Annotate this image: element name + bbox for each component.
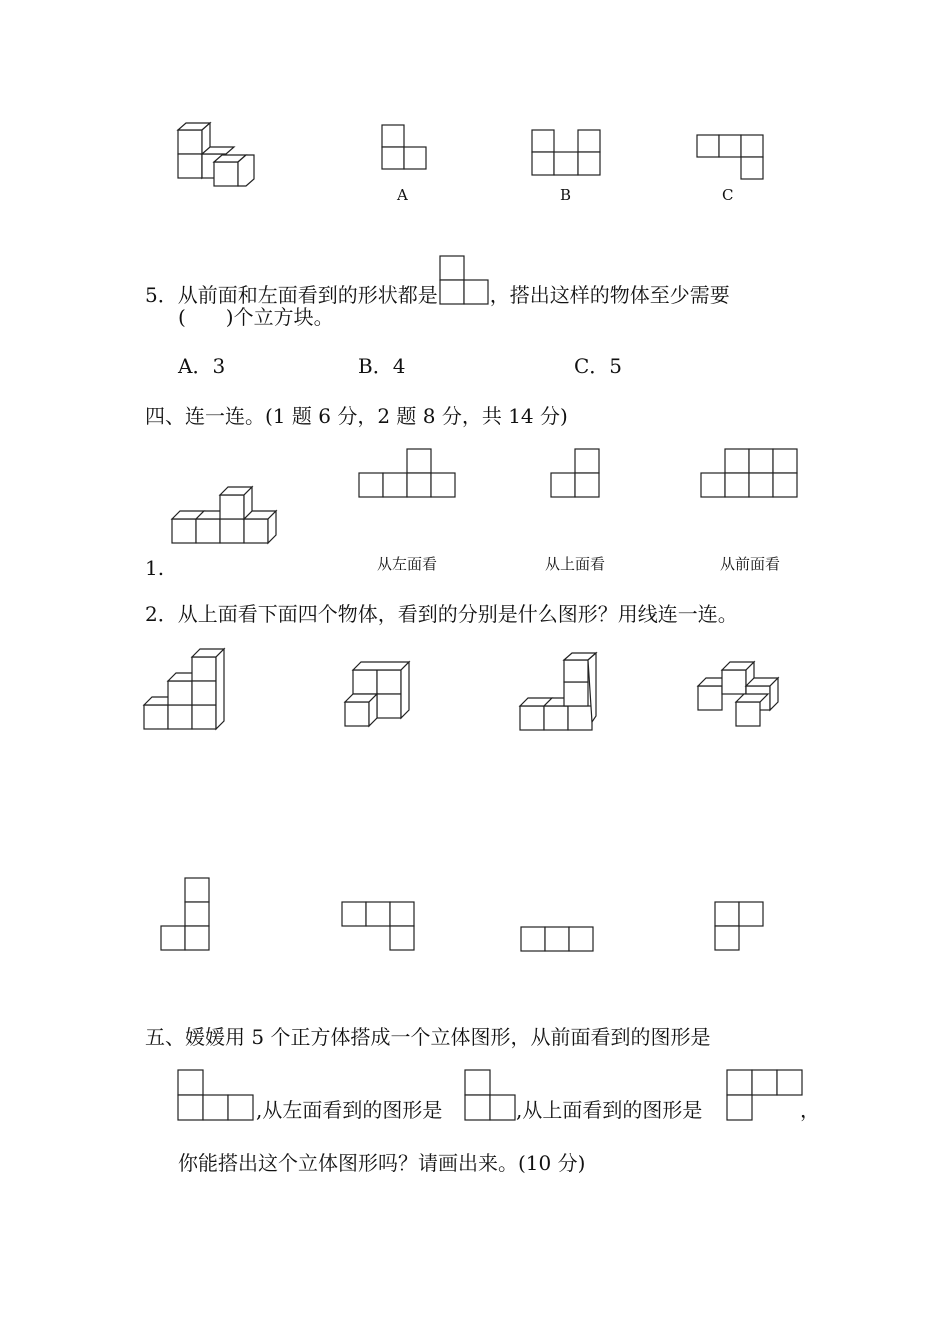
option-c-shape[interactable] [697,135,767,185]
s4q1-number: 1. [145,556,165,580]
q5-choice-c[interactable]: C．5 [574,354,623,378]
q5-view-shape [438,254,490,306]
q5-text-after: ，搭出这样的物体至少需要 [489,283,730,307]
s4q2-object-3[interactable] [518,652,608,734]
s4q2-object-2[interactable] [343,660,423,735]
s4q2-object-4[interactable] [696,660,786,735]
q5-text-before: 从前面和左面看到的形状都是 [177,283,438,307]
s4q2-view-4[interactable] [714,901,768,953]
s4q2-view-2[interactable] [341,901,419,953]
s4q2-text: 2．从上面看下面四个物体，看到的分别是什么图形？用线连一连。 [145,602,738,626]
s4q1-view-front[interactable] [700,448,802,500]
section4-heading: 四、连一连。(1 题 6 分，2 题 8 分，共 14 分) [145,404,568,428]
s4q2-object-1[interactable] [142,645,232,735]
option-c-label: C [722,186,734,204]
s5-left-suffix: ,从上面看到的图形是 [516,1098,703,1122]
s4q2-view-1[interactable] [159,877,213,953]
s4q1-caption-top: 从上面看 [545,555,606,573]
s4q1-view-left[interactable] [358,448,460,500]
option-b-shape[interactable] [532,130,602,180]
top-3d-figure [170,120,260,190]
option-b-label: B [560,186,572,204]
option-a-shape[interactable] [382,125,432,175]
q5-choice-b[interactable]: B．4 [358,354,406,378]
s4q2-view-3[interactable] [520,926,598,954]
s5-left-view [463,1068,519,1122]
section5-line1: 五、媛媛用 5 个正方体搭成一个立体图形，从前面看到的图形是 [145,1025,711,1049]
q5-choice-a[interactable]: A．3 [178,354,226,378]
s5-top-view [725,1068,805,1122]
q5-line2: ( )个立方块。 [178,305,334,329]
q5-line1 [145,254,730,307]
s4q1-caption-left: 从左面看 [377,555,438,573]
s4q1-caption-front: 从前面看 [720,555,781,573]
s5-front-view [176,1068,256,1122]
section5-line3: 你能搭出这个立体图形吗？请画出来。(10 分) [178,1151,586,1175]
option-a-label: A [397,186,408,204]
s5-top-suffix: ， [800,1098,820,1122]
s5-front-suffix: ,从左面看到的图形是 [256,1098,443,1122]
q5-number: 5． [145,283,178,307]
s4q1-view-top[interactable] [549,448,603,500]
s4q1-3d-figure [170,483,300,545]
